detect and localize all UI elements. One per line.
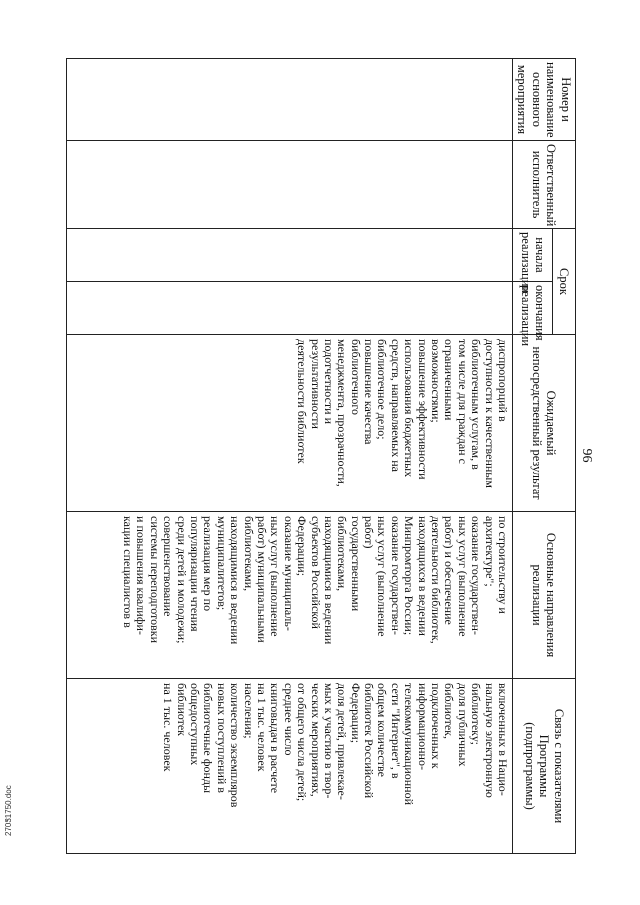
text-line: общедоступных bbox=[188, 683, 203, 766]
text-line: на 1 тыс. человек bbox=[161, 683, 176, 772]
text-line: менеджмента, прозрачности, bbox=[335, 339, 350, 487]
text-line: населения; bbox=[241, 683, 256, 739]
text-line: работ) и обеспечение bbox=[442, 516, 457, 625]
text-line: библиотеками, bbox=[335, 516, 350, 592]
text-line: информационно- bbox=[415, 683, 430, 770]
text-line: муниципалитетов; bbox=[214, 516, 229, 611]
text-line: доступности к качественным bbox=[482, 339, 497, 488]
text-line: количество экземпляров bbox=[228, 683, 243, 808]
text-line: работ) bbox=[362, 516, 377, 549]
text-line: Минпромторга России; bbox=[402, 516, 417, 636]
text-line: библиотечное дело; bbox=[375, 339, 390, 440]
cell-expected-result bbox=[67, 335, 513, 512]
text-line: сети "Интернет", в bbox=[388, 683, 403, 779]
rotated-document-page bbox=[77, 58, 622, 853]
text-line: библиотек bbox=[174, 683, 189, 737]
cell-number-name bbox=[67, 59, 513, 141]
text-line: библиотек Российской bbox=[362, 683, 377, 799]
text-line: включенных в Нацио- bbox=[496, 683, 510, 796]
text-line: Федерации; bbox=[295, 516, 310, 577]
text-line: ных услуг (выполнение bbox=[268, 516, 283, 637]
text-line: кации специалистов в bbox=[121, 516, 136, 628]
text-line: среди детей и молодежи; bbox=[174, 516, 189, 644]
header-term-end: окончания реализации bbox=[513, 282, 553, 335]
text-line: мых к участию в твор- bbox=[321, 683, 336, 799]
cell-main-directions bbox=[67, 512, 513, 679]
text-line: повышение эффективности bbox=[415, 339, 430, 480]
text-line: оказание государствен- bbox=[388, 516, 403, 635]
text-line: совершенствование bbox=[161, 516, 176, 617]
text-line: находящимися в ведении bbox=[228, 516, 243, 645]
text-line: библиотечным услугам, в bbox=[469, 339, 484, 470]
text-line: доля детей, привлекае- bbox=[335, 683, 350, 800]
text-line: от общего числа детей; bbox=[295, 683, 310, 802]
text-line: возможностями; bbox=[429, 339, 444, 423]
text-line: подотчетности и bbox=[321, 339, 336, 425]
text-line: ограниченными bbox=[442, 339, 457, 421]
text-line: по строительству и bbox=[496, 516, 510, 614]
text-line: на 1 тыс. человек bbox=[254, 683, 269, 772]
text-line: книговыдач в расчете bbox=[268, 683, 283, 794]
text-line: ных услуг (выполнение bbox=[375, 516, 390, 637]
text-line: использования бюджетных bbox=[402, 339, 417, 478]
text-line: системы переподготовки bbox=[147, 516, 162, 644]
text-line: деятельности библиотек, bbox=[429, 516, 444, 644]
text-line: библиотеку; bbox=[469, 683, 484, 746]
document-filename: 27031750.doc bbox=[4, 785, 13, 836]
cell-responsible bbox=[67, 141, 513, 229]
text-line: том числе для граждан с bbox=[455, 339, 470, 464]
text-line: новых поступлений в bbox=[214, 683, 229, 793]
text-line: ческих мероприятиях, bbox=[308, 683, 323, 797]
text-line: государственными bbox=[348, 516, 363, 612]
cell-indicators-link bbox=[67, 679, 513, 854]
text-line: реализация мер по bbox=[201, 516, 216, 612]
text-line: деятельности библиотек bbox=[295, 339, 310, 464]
text-line: оказание муниципаль- bbox=[281, 516, 296, 631]
text-line: телекоммуникационной bbox=[402, 683, 417, 806]
header-expected-result: Ожидаемый непосредственный результат bbox=[513, 335, 576, 512]
text-line: библиотек, bbox=[442, 683, 457, 740]
text-line: библиотеками, bbox=[241, 516, 256, 592]
cell-term-start bbox=[67, 229, 513, 282]
text-line: библиотечного bbox=[348, 339, 363, 415]
cell-term-end bbox=[67, 282, 513, 335]
text-line: ных услуг (выполнение bbox=[455, 516, 470, 637]
text-line: диспропорций в bbox=[496, 339, 510, 422]
expected-result-text bbox=[295, 335, 512, 511]
text-line: субъектов Российской bbox=[308, 516, 323, 629]
text-line: повышение качества bbox=[362, 339, 377, 445]
header-indicators-link: Связь с показателями Программы (подпрограммы) bbox=[513, 679, 576, 854]
text-line: нальную электронную bbox=[482, 683, 497, 798]
text-line: работ) муниципальными bbox=[254, 516, 269, 643]
text-line: находящимися в ведении bbox=[321, 516, 336, 645]
header-term-start: начала реализации bbox=[513, 229, 553, 282]
text-line: результативности bbox=[308, 339, 323, 429]
page-number: 96 bbox=[579, 448, 594, 463]
text-line: средств, направляемых на bbox=[388, 339, 403, 472]
text-line: и повышения квалифи- bbox=[134, 516, 149, 635]
program-measures-table bbox=[66, 58, 576, 854]
text-line: архитектуре"; bbox=[482, 516, 497, 587]
text-line: находящихся в ведении bbox=[415, 516, 430, 636]
header-term: Срок bbox=[553, 229, 576, 335]
text-line: библиотечные фонды bbox=[201, 683, 216, 794]
text-line: подключенных к bbox=[429, 683, 444, 769]
indicators-link-text bbox=[161, 679, 512, 853]
header-main-directions: Основные направления реализации bbox=[513, 512, 576, 679]
text-line: общем количестве bbox=[375, 683, 390, 777]
main-directions-text bbox=[121, 512, 512, 678]
text-line: оказание государствен- bbox=[469, 516, 484, 635]
text-line: доля публичных bbox=[455, 683, 470, 767]
text-line: среднее число bbox=[281, 683, 296, 756]
header-number-name: Номер и наименование основного мероприятия bbox=[513, 59, 576, 141]
text-line: Федерации; bbox=[348, 683, 363, 744]
text-line: популяризации чтения bbox=[188, 516, 203, 632]
header-responsible: Ответственный исполнитель bbox=[513, 141, 576, 229]
